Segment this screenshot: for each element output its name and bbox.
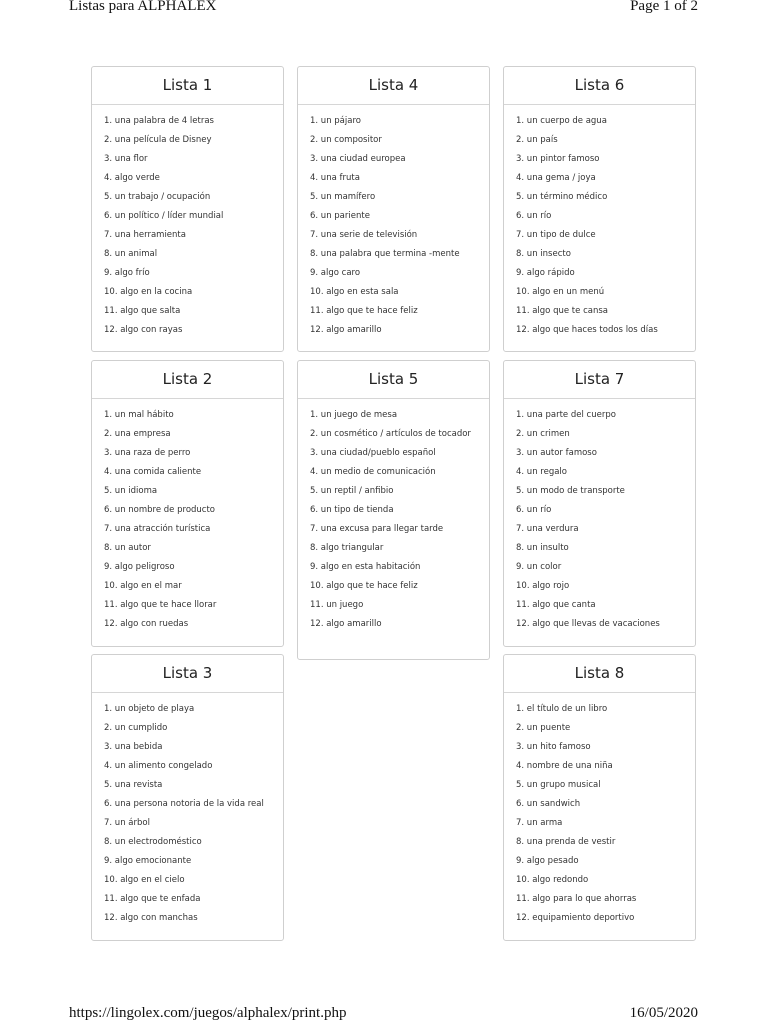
list-item: 4. nombre de una niña — [516, 761, 613, 771]
list-item: 5. un idioma — [104, 486, 158, 496]
source-url: https://lingolex.com/juegos/alphalex/print.php — [69, 1005, 347, 1021]
print-footer — [69, 1005, 698, 1022]
list-item: 4. un medio de comunicación — [310, 467, 436, 477]
list-item: 3. una ciudad europea — [310, 154, 406, 164]
list-item: 3. una bebida — [104, 742, 163, 752]
list-item: 3. un autor famoso — [516, 448, 597, 458]
list-item: 6. un tipo de tienda — [310, 505, 394, 515]
list-item: 2. un cosmético / artículos de tocador — [310, 429, 471, 439]
list-item: 4. algo verde — [104, 173, 160, 183]
list-item: 1. un pájaro — [310, 116, 361, 126]
card-title: Lista 8 — [504, 655, 695, 693]
list-item: 6. un río — [516, 211, 552, 221]
list-item: 6. una persona notoria de la vida real — [104, 799, 264, 809]
list-item: 11. algo que canta — [516, 600, 596, 610]
list-item: 9. un color — [516, 562, 562, 572]
list-card — [91, 66, 284, 352]
card-title: Lista 7 — [504, 361, 695, 399]
list-item: 9. algo caro — [310, 268, 361, 278]
list-item: 4. un regalo — [516, 467, 567, 477]
list-item: 8. algo triangular — [310, 543, 384, 553]
card-title: Lista 4 — [298, 67, 489, 105]
list-card — [297, 66, 490, 352]
print-date: 16/05/2020 — [629, 1005, 698, 1021]
list-item: 4. una comida caliente — [104, 467, 202, 477]
list-item: 7. un arma — [516, 818, 563, 828]
list-item: 12. algo que haces todos los días — [516, 325, 658, 335]
list-item: 5. una revista — [104, 780, 163, 790]
card-items — [504, 693, 695, 934]
list-item: 7. un tipo de dulce — [516, 230, 596, 240]
list-item: 9. algo frío — [104, 268, 150, 278]
list-item: 11. algo que salta — [104, 306, 181, 316]
list-item: 9. algo peligroso — [104, 562, 175, 572]
list-item: 10. algo en un menú — [516, 287, 605, 297]
list-item: 2. un cumplido — [104, 723, 168, 733]
list-item: 10. algo en la cocina — [104, 287, 193, 297]
list-item: 12. algo amarillo — [310, 619, 382, 629]
list-item: 8. un autor — [104, 543, 151, 553]
list-item: 11. un juego — [310, 600, 364, 610]
list-item: 1. una parte del cuerpo — [516, 410, 616, 420]
list-item: 8. un animal — [104, 249, 158, 259]
list-item: 6. un nombre de producto — [104, 505, 216, 515]
list-item: 3. una flor — [104, 154, 148, 164]
list-item: 8. una prenda de vestir — [516, 837, 616, 847]
card-title: Lista 5 — [298, 361, 489, 399]
document-title: Listas para ALPHALEX — [69, 0, 217, 14]
list-item: 8. un insulto — [516, 543, 569, 553]
list-item: 12. algo con rayas — [104, 325, 183, 335]
list-item: 1. un objeto de playa — [104, 704, 195, 714]
list-item: 7. una excusa para llegar tarde — [310, 524, 444, 534]
list-item: 4. una fruta — [310, 173, 360, 183]
list-item: 6. un sandwich — [516, 799, 581, 809]
list-item: 10. algo redondo — [516, 875, 589, 885]
list-card — [503, 360, 696, 647]
list-item: 1. el título de un libro — [516, 704, 608, 714]
list-item: 9. algo rápido — [516, 268, 575, 278]
list-item: 2. un país — [516, 135, 558, 145]
card-items — [504, 105, 695, 346]
list-card — [297, 360, 490, 660]
list-item: 4. un alimento congelado — [104, 761, 213, 771]
list-item: 4. una gema / joya — [516, 173, 596, 183]
print-header — [69, 0, 698, 15]
list-item: 5. un mamífero — [310, 192, 376, 202]
list-item: 6. un río — [516, 505, 552, 515]
list-item: 3. un hito famoso — [516, 742, 591, 752]
list-item: 1. una palabra de 4 letras — [104, 116, 214, 126]
list-item: 12. equipamiento deportivo — [516, 913, 635, 923]
card-items — [92, 693, 283, 934]
list-item: 7. una serie de televisión — [310, 230, 418, 240]
card-items — [504, 399, 695, 640]
card-title: Lista 2 — [92, 361, 283, 399]
list-item: 3. una raza de perro — [104, 448, 191, 458]
list-item: 5. un trabajo / ocupación — [104, 192, 211, 202]
list-item: 10. algo en el mar — [104, 581, 182, 591]
list-item: 7. una atracción turística — [104, 524, 211, 534]
list-item: 7. una verdura — [516, 524, 579, 534]
list-item: 9. algo emocionante — [104, 856, 192, 866]
card-title: Lista 6 — [504, 67, 695, 105]
list-item: 11. algo que te cansa — [516, 306, 608, 316]
list-item: 3. un pintor famoso — [516, 154, 600, 164]
list-item: 12. algo con manchas — [104, 913, 198, 923]
list-item: 5. un término médico — [516, 192, 608, 202]
list-item: 5. un grupo musical — [516, 780, 601, 790]
list-item: 9. algo pesado — [516, 856, 579, 866]
list-item: 11. algo para lo que ahorras — [516, 894, 637, 904]
list-item: 2. un crimen — [516, 429, 570, 439]
card-title: Lista 3 — [92, 655, 283, 693]
list-item: 1. un cuerpo de agua — [516, 116, 607, 126]
list-card — [91, 654, 284, 941]
list-item: 11. algo que te hace llorar — [104, 600, 217, 610]
list-item: 1. un juego de mesa — [310, 410, 398, 420]
list-item: 6. un político / líder mundial — [104, 211, 224, 221]
list-item: 10. algo en el cielo — [104, 875, 185, 885]
list-item: 12. algo con ruedas — [104, 619, 189, 629]
list-item: 2. un puente — [516, 723, 571, 733]
list-item: 2. un compositor — [310, 135, 382, 145]
list-item: 10. algo que te hace feliz — [310, 581, 418, 591]
list-item: 11. algo que te enfada — [104, 894, 201, 904]
list-item: 7. un árbol — [104, 818, 150, 828]
list-item: 8. una palabra que termina -mente — [310, 249, 460, 259]
card-title: Lista 1 — [92, 67, 283, 105]
list-item: 9. algo en esta habitación — [310, 562, 421, 572]
list-item: 8. un insecto — [516, 249, 571, 259]
list-card — [503, 654, 696, 941]
list-item: 10. algo rojo — [516, 581, 570, 591]
list-item: 5. un modo de transporte — [516, 486, 625, 496]
card-items — [298, 105, 489, 346]
list-item: 12. algo amarillo — [310, 325, 382, 335]
list-item: 7. una herramienta — [104, 230, 186, 240]
list-item: 2. una película de Disney — [104, 135, 212, 145]
list-card — [91, 360, 284, 647]
list-card — [503, 66, 696, 352]
card-items — [298, 399, 489, 640]
list-item: 12. algo que llevas de vacaciones — [516, 619, 660, 629]
card-items — [92, 399, 283, 640]
list-item: 8. un electrodoméstico — [104, 837, 202, 847]
list-item: 5. un reptil / anfibio — [310, 486, 394, 496]
list-item: 3. una ciudad/pueblo español — [310, 448, 436, 458]
page-indicator: Page 1 of 2 — [630, 0, 698, 14]
list-item: 6. un pariente — [310, 211, 370, 221]
list-item: 1. un mal hábito — [104, 410, 174, 420]
list-item: 10. algo en esta sala — [310, 287, 399, 297]
card-items — [92, 105, 283, 346]
list-item: 11. algo que te hace feliz — [310, 306, 418, 316]
list-item: 2. una empresa — [104, 429, 171, 439]
